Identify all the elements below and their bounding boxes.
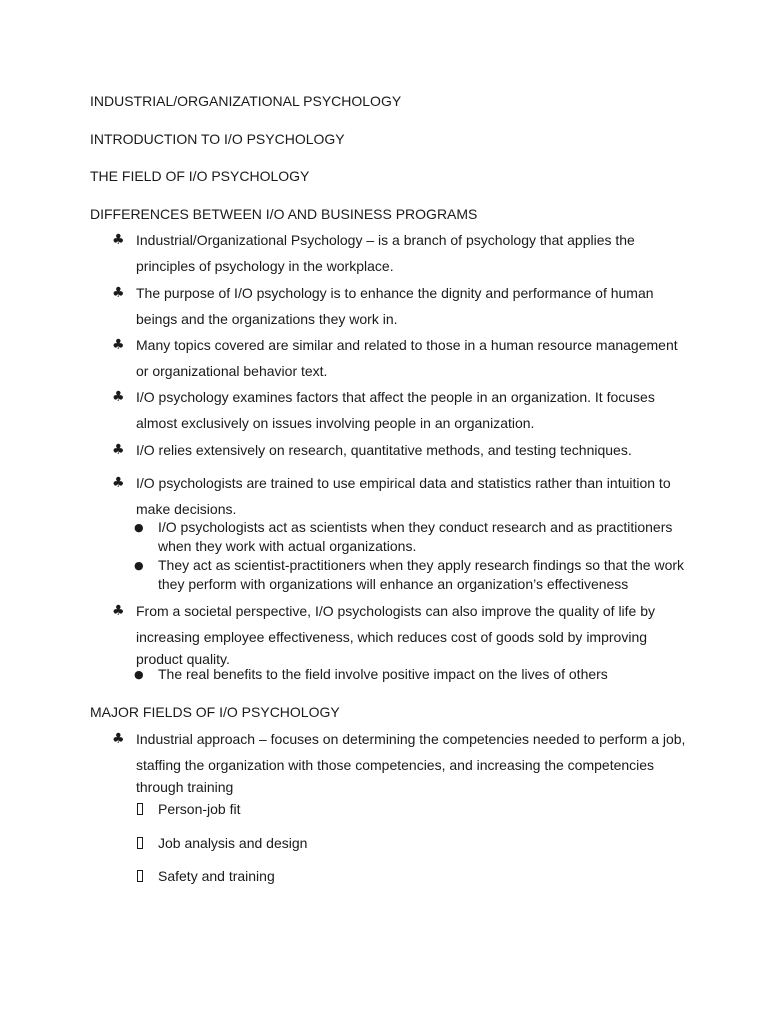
list-item: [112, 474, 692, 522]
list-item-line: make decisions.: [136, 501, 237, 517]
list-item-line: staffing the organization with those competencies, and increasing the competencies: [136, 757, 655, 773]
club-bullet-icon: ♣: [112, 603, 125, 619]
document-title: INDUSTRIAL/ORGANIZATIONAL PSYCHOLOGY: [90, 93, 402, 109]
sub-list-item: [134, 834, 307, 852]
dot-bullet-icon: ●: [134, 521, 144, 534]
sub-list-item: [134, 800, 240, 818]
list-item-text: [136, 332, 692, 384]
list-item-line: I/O psychologists are trained to use empirical data and statistics rather than intuition to: [136, 475, 671, 491]
list-item-line: when they work with actual organizations.: [158, 538, 417, 554]
list-item-line: principles of psychology in the workplace.: [136, 258, 394, 274]
list-item-line: I/O psychologists act as scientists when they conduct research and as practitioners: [158, 519, 673, 535]
club-bullet-icon: ♣: [112, 232, 125, 248]
heading-major-fields: MAJOR FIELDS OF I/O PSYCHOLOGY: [90, 704, 340, 720]
sub-list-item-text: Safety and training: [158, 868, 275, 884]
dot-bullet-icon: ●: [134, 559, 144, 572]
list-item: [112, 388, 692, 436]
club-bullet-icon: ♣: [112, 389, 125, 405]
list-item-line: or organizational behavior text.: [136, 363, 328, 379]
sub-list-item: [134, 518, 694, 556]
list-item-line: through training: [136, 779, 234, 795]
list-item-text: [136, 470, 692, 522]
list-item-line: Industrial/Organizational Psychology – is a branch of psychology that applies the: [136, 232, 635, 248]
sub-list-item: [134, 867, 275, 885]
heading-differences: DIFFERENCES BETWEEN I/O AND BUSINESS PROGRAMS: [90, 206, 478, 222]
list-item-text: [136, 384, 692, 436]
list-item-text: [136, 726, 692, 797]
list-item-line: The real benefits to the field involve positive impact on the lives of others: [158, 666, 608, 682]
club-bullet-icon: ♣: [112, 442, 125, 458]
list-item: [112, 441, 692, 463]
list-item-line: increasing employee effectiveness, which reduces cost of goods sold by improving: [136, 629, 648, 645]
sub-list-item-text: [158, 518, 694, 556]
sub-list-item-text: Person-job fit: [158, 801, 241, 817]
sub-list-item: [134, 665, 694, 684]
list-item-line: The purpose of I/O psychology is to enhance the dignity and performance of human: [136, 285, 654, 301]
list-item: [112, 284, 692, 332]
box-bullet-icon: [137, 837, 143, 849]
dot-bullet-icon: ●: [134, 668, 144, 681]
list-item-text: [136, 227, 692, 279]
list-item-line: beings and the organizations they work in.: [136, 311, 398, 327]
club-bullet-icon: ♣: [112, 337, 125, 353]
box-bullet-icon: [137, 870, 143, 882]
list-item-line: they perform with organizations will enhance an organization’s effectiveness: [158, 576, 629, 592]
list-item-text: [136, 280, 692, 332]
sub-list-item-text: Job analysis and design: [158, 835, 308, 851]
list-item-line: They act as scientist-practitioners when they apply research findings so that the work: [158, 557, 685, 573]
list-item: [112, 231, 692, 279]
sub-list-item-text: [158, 665, 694, 684]
list-item-line: Industrial approach – focuses on determining the competencies needed to perform a job,: [136, 731, 686, 747]
club-bullet-icon: ♣: [112, 475, 125, 491]
list-item: [112, 730, 692, 797]
list-item-line: From a societal perspective, I/O psychologists can also improve the quality of life by: [136, 603, 656, 619]
list-item-text: [136, 598, 692, 669]
sub-list-item: [134, 556, 694, 594]
heading-introduction: INTRODUCTION TO I/O PSYCHOLOGY: [90, 131, 345, 147]
sub-list-item-text: [158, 556, 694, 594]
heading-field: THE FIELD OF I/O PSYCHOLOGY: [90, 168, 310, 184]
box-bullet-icon: [137, 803, 143, 815]
club-bullet-icon: ♣: [112, 731, 125, 747]
list-item-line: I/O relies extensively on research, quantitative methods, and testing techniques.: [136, 442, 632, 458]
list-item-text: [136, 437, 692, 463]
list-item-line: Many topics covered are similar and related to those in a human resource management: [136, 337, 678, 353]
list-item-line: I/O psychology examines factors that affect the people in an organization. It focuses: [136, 389, 655, 405]
list-item: [112, 336, 692, 384]
list-item-line: almost exclusively on issues involving people in an organization.: [136, 415, 535, 431]
list-item: [112, 602, 692, 669]
list-item-line: product quality.: [136, 651, 230, 667]
club-bullet-icon: ♣: [112, 285, 125, 301]
